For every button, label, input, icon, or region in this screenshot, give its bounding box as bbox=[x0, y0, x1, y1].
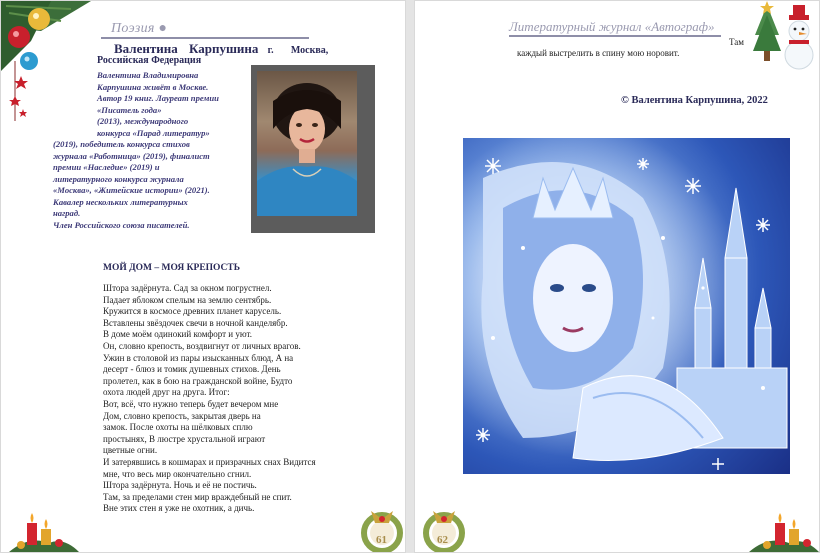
poem-line: мне, что весь мир окончательно сгнил. bbox=[103, 468, 252, 479]
bio-line: премии «Наследие» (2019) и bbox=[53, 162, 160, 172]
bio-line: Член Российского союза писателей. bbox=[53, 219, 190, 230]
poem-line: Там, за пределами стен мир враждебный не спит. bbox=[103, 491, 292, 502]
poem-line: Вставлены звёздочек свечи в ночной канделябр. bbox=[103, 317, 288, 328]
poem-line: пролетел, как в бою на гражданской войне, Будто bbox=[103, 375, 293, 386]
bio-line: (2013), международного bbox=[97, 116, 189, 126]
left-page bbox=[0, 0, 406, 553]
bio-line: наград. bbox=[53, 208, 81, 218]
poem-line: Кружится в космосе древних планет карусель. bbox=[103, 306, 282, 317]
header-divider bbox=[101, 37, 309, 39]
author-last-name: Карпушина bbox=[188, 41, 259, 56]
poem-line: Штора задёрнута. Сад за окном погрустнел. bbox=[103, 283, 272, 293]
page-number: 62 bbox=[437, 534, 448, 546]
page-gutter bbox=[406, 0, 414, 553]
bio-line: Автор 19 книг. Лауреат премии bbox=[97, 93, 219, 103]
poem-line: И затерявшись в кошмарах и призрачных снах Видится bbox=[103, 456, 316, 467]
author-photo bbox=[257, 71, 357, 216]
poem-title: МОЙ ДОМ – МОЯ КРЕПОСТЬ bbox=[103, 263, 241, 273]
snowman-tree-icon bbox=[753, 1, 820, 73]
poem-line: Дом, словно крепость, закрытая дверь на bbox=[103, 410, 261, 421]
poem-body bbox=[103, 283, 353, 515]
bio-line: «Писатель года» bbox=[97, 104, 162, 115]
bio-line: литературного конкурса журнала bbox=[53, 173, 184, 184]
copyright-notice: © Валентина Карпушина, 2022 bbox=[621, 95, 768, 106]
poem-line: Падает яблоком спелым на землю сентябрь. bbox=[103, 294, 272, 305]
page-number: 61 bbox=[376, 534, 387, 546]
poem-line: Вот, всё, что нужно теперь будет вечером мне bbox=[103, 398, 279, 409]
bio-line: (2019), победитель конкурса стихов bbox=[53, 139, 190, 149]
journal-title: Литературный журнал «Автограф» bbox=[509, 19, 715, 34]
poem-continuation: каждый выстрелить в спину мою норовит. bbox=[517, 48, 680, 58]
poem-continuation-start: Там bbox=[729, 37, 744, 47]
poem-line: Ужин в столовой из пары изысканных блюд, А на bbox=[103, 352, 294, 363]
author-country: Российская Федерация bbox=[97, 55, 202, 66]
poem-line: простынях, В люстре хрустальной играют bbox=[103, 433, 266, 444]
candles-icon bbox=[749, 507, 819, 552]
header-divider bbox=[509, 35, 721, 37]
bio-line: «Москва», «Житейские истории» (2021). bbox=[53, 185, 210, 195]
section-title: Поэзия ● bbox=[111, 21, 168, 36]
city-abbr: г. bbox=[267, 45, 274, 56]
poem-line: Вне этих стен я уже не охотник, а дичь. bbox=[103, 503, 255, 514]
poem-line: Он, словно крепость, воздвигнут от личных врагов. bbox=[103, 340, 301, 351]
poem-line: десерт - блюз и томик душевных стихов. День bbox=[103, 364, 281, 375]
bio-line: журнала «Работница» (2019), финалист bbox=[53, 150, 210, 161]
poem-line: замок. После охоты на шёлковых сплю bbox=[103, 422, 253, 433]
author-city: Москва, bbox=[290, 45, 329, 56]
poem-line: цветные огни. bbox=[103, 445, 158, 456]
author-photo-frame bbox=[251, 65, 375, 233]
author-bio bbox=[53, 70, 245, 231]
bio-line: конкурса «Парад литератур» bbox=[97, 127, 210, 138]
candles-icon bbox=[9, 507, 79, 552]
poem-line: В доме моём одинокий комфорт и уют. bbox=[103, 329, 252, 340]
author-first-name: Валентина bbox=[114, 41, 178, 56]
poem-line: охота людей друг на друга. Итог: bbox=[103, 387, 230, 398]
snow-queen-illustration bbox=[463, 138, 790, 474]
bio-line: Карпушина живёт в Москве. bbox=[97, 81, 209, 92]
right-page bbox=[414, 0, 820, 553]
poem-line: Штора задёрнута. Ночь и её не постичь. bbox=[103, 480, 257, 491]
bio-line: Валентина Владимировна bbox=[97, 70, 199, 80]
bio-line: Кавалер нескольких литературных bbox=[53, 196, 188, 207]
